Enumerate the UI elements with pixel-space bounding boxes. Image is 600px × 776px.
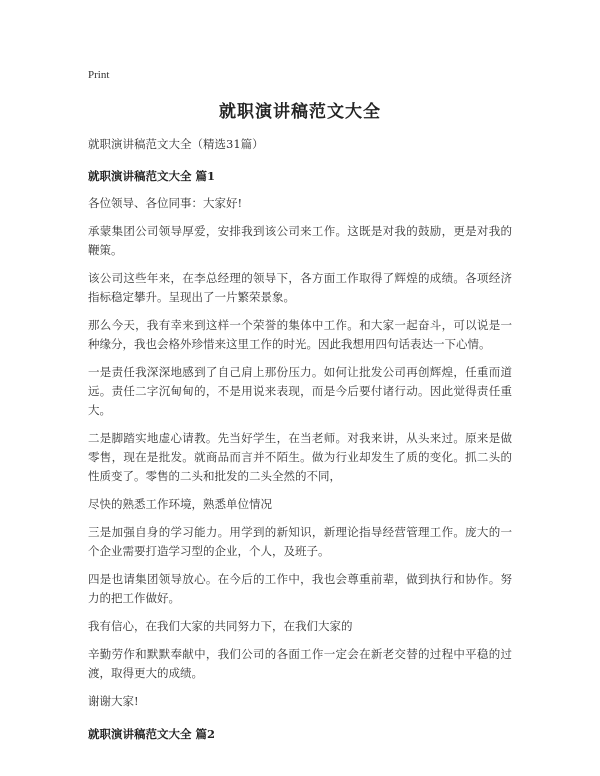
paragraph: 承蒙集团公司领导厚爱，安排我到该公司来工作。这既是对我的鼓励，更是对我的鞭策。 bbox=[88, 224, 512, 257]
print-label[interactable]: Print bbox=[88, 69, 110, 81]
document-subtitle: 就职演讲稿范文大全（精选31篇） bbox=[88, 137, 264, 151]
paragraph: 该公司这些年来，在李总经理的领导下，各方面工作取得了辉煌的成绩。各项经济指标稳定攀升。呈现出了一片繁荣景象。 bbox=[88, 271, 512, 304]
paragraph: 辛勤劳作和默默奉献中，我们公司的各面工作一定会在新老交替的过程中平稳的过渡，取得更大的成绩。 bbox=[88, 647, 512, 680]
page-title: 就职演讲稿范文大全 bbox=[219, 102, 381, 122]
paragraph: 那么今天，我有幸来到这样一个荣誉的集体中工作。和大家一起奋斗，可以说是一种缘分，我也会格外珍惜来这里工作的时光。因此我想用四句话表达一下心情。 bbox=[88, 318, 512, 351]
paragraph: 三是加强自身的学习能力。用学到的新知识，新理论指导经营管理工作。庞大的一个企业需要打造学习型的企业，个人，及班子。 bbox=[88, 525, 512, 558]
paragraph: 谢谢大家! bbox=[88, 694, 139, 708]
section-heading-1: 就职演讲稿范文大全 篇1 bbox=[88, 169, 216, 183]
paragraph: 尽快的熟悉工作环境，熟悉单位情况 bbox=[88, 497, 272, 511]
paragraph: 各位领导、各位同事：大家好! bbox=[88, 196, 243, 210]
paragraph: 二是脚踏实地虚心请教。先当好学生，在当老师。对我来讲，从头来过。原来是做零售，现在是批发。就商品而言并不陌生。做为行业却发生了质的变化。抓二头的性质变了。零售的二头和批发的二头全然的不同， bbox=[88, 431, 512, 483]
section-heading-2: 就职演讲稿范文大全 篇2 bbox=[88, 727, 216, 741]
paragraph: 我有信心，在我们大家的共同努力下，在我们大家的 bbox=[88, 619, 353, 633]
paragraph: 一是责任我深深地感到了自己肩上那份压力。如何让批发公司再创辉煌，任重而道远。责任二字沉甸甸的，不是用说来表现，而是今后要付诸行动。因此觉得责任重大。 bbox=[88, 365, 512, 417]
paragraph: 四是也请集团领导放心。在今后的工作中，我也会尊重前辈，做到执行和协作。努力的把工作做好。 bbox=[88, 572, 512, 605]
